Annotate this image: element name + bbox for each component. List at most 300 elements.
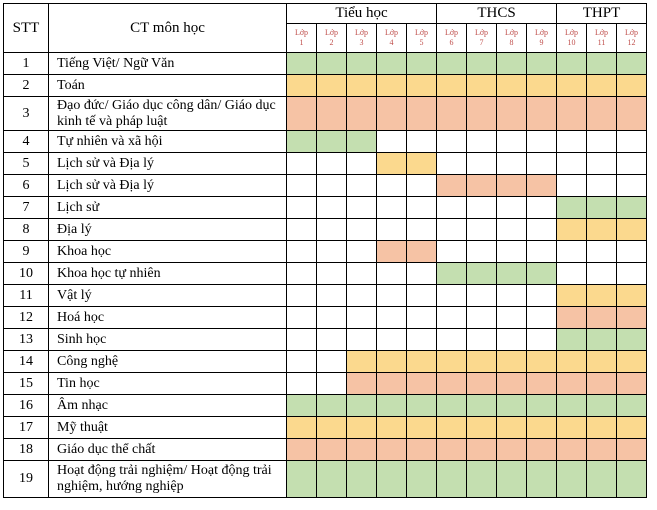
header-grade [287,24,317,53]
grade-cell [557,417,587,439]
grade-cell [437,241,467,263]
table-row [4,197,647,219]
grade-cell [317,373,347,395]
grade-cell [317,417,347,439]
grade-cell [377,307,407,329]
table-row [4,351,647,373]
grade-cell [587,307,617,329]
grade-cell [497,131,527,153]
grade-cell [407,53,437,75]
grade-cell [497,175,527,197]
header-grade-number: 12 [627,38,636,47]
grade-cell [377,175,407,197]
grade-cell [527,395,557,417]
grade-cell [497,285,527,307]
grade-cell [617,219,647,241]
grade-cell [437,75,467,97]
subject-rows [4,53,647,498]
grade-cell [587,395,617,417]
table-row [4,461,647,498]
table-row [4,395,647,417]
grade-cell [467,461,497,498]
table-row [4,75,647,97]
grade-cell [407,439,437,461]
grade-cell [587,241,617,263]
header-grade [407,24,437,53]
grade-cell [497,329,527,351]
grade-cell [407,219,437,241]
grade-cell [587,75,617,97]
row-number: 4 [4,131,49,153]
grade-cell [557,53,587,75]
grade-cell [317,307,347,329]
grade-cell [557,439,587,461]
grade-cell [317,351,347,373]
grade-cell [437,395,467,417]
row-number: 6 [4,175,49,197]
grade-cell [587,97,617,131]
grade-cell [467,351,497,373]
grade-cell [437,461,467,498]
grade-cell [437,439,467,461]
table-row [4,307,647,329]
grade-cell [467,263,497,285]
grade-cell [467,97,497,131]
grade-cell [497,307,527,329]
subject-name: Giáo dục thể chất [49,439,287,461]
header-grade-number: 11 [597,38,606,47]
grade-cell [437,219,467,241]
grade-cell [437,417,467,439]
grade-cell [347,439,377,461]
grade-cell [287,131,317,153]
row-number: 17 [4,417,49,439]
grade-cell [527,75,557,97]
grade-cell [287,307,317,329]
grade-cell [467,417,497,439]
table-row [4,263,647,285]
subject-name: Công nghệ [49,351,287,373]
header-grade [527,24,557,53]
grade-cell [497,439,527,461]
grade-cell [617,439,647,461]
grade-cell [437,197,467,219]
header-grade-word: Lớp [534,28,549,37]
grade-cell [317,241,347,263]
grade-cell [497,97,527,131]
table-row [4,285,647,307]
grade-cell [407,395,437,417]
grade-cell [527,417,557,439]
grade-cell [347,175,377,197]
header-grade-word: Lớp [444,28,459,37]
grade-cell [407,97,437,131]
grade-cell [497,395,527,417]
grade-cell [587,285,617,307]
header-grade-word: Lớp [324,28,339,37]
grade-cell [347,461,377,498]
grade-cell [557,395,587,417]
grade-cell [377,285,407,307]
subject-name: Lịch sử và Địa lý [49,175,287,197]
grade-cell [587,439,617,461]
row-number: 10 [4,263,49,285]
grade-cell [497,153,527,175]
grade-cell [527,153,557,175]
grade-cell [287,175,317,197]
grade-cell [407,329,437,351]
grade-cell [467,439,497,461]
row-number: 8 [4,219,49,241]
grade-cell [587,175,617,197]
header-grade-number: 9 [539,38,544,47]
header-grade-number: 8 [509,38,514,47]
grade-cell [437,97,467,131]
table-row [4,131,647,153]
table-row [4,153,647,175]
grade-cell [587,263,617,285]
grade-cell [407,75,437,97]
header-grade [587,24,617,53]
grade-cell [287,75,317,97]
grade-cell [467,307,497,329]
subject-name: Đạo đức/ Giáo dục công dân/ Giáo dục kinh tế và pháp luật [49,97,287,131]
header-grade-number: 6 [449,38,454,47]
table-row [4,97,647,131]
row-number: 1 [4,53,49,75]
header-grade-number: 2 [329,38,334,47]
grade-cell [617,329,647,351]
grade-cell [437,351,467,373]
header-grade [347,24,377,53]
grade-cell [557,461,587,498]
grade-cell [347,197,377,219]
header-grade-word: Lớp [624,28,639,37]
grade-cell [467,329,497,351]
grade-cell [467,285,497,307]
header-grade [377,24,407,53]
grade-cell [587,351,617,373]
grade-cell [287,329,317,351]
grade-cell [287,417,317,439]
grade-cell [527,263,557,285]
grade-cell [317,153,347,175]
grade-cell [587,219,617,241]
grade-cell [347,219,377,241]
grade-cell [437,175,467,197]
grade-cell [527,373,557,395]
grade-cell [587,153,617,175]
grade-cell [347,395,377,417]
grade-cell [527,53,557,75]
table-row [4,219,647,241]
row-number: 3 [4,97,49,131]
header-grade-word: Lớp [504,28,519,37]
grade-cell [407,461,437,498]
grade-cell [377,373,407,395]
grade-cell [287,461,317,498]
grade-cell [317,219,347,241]
header-grade [317,24,347,53]
grade-cell [527,131,557,153]
grade-cell [617,241,647,263]
row-number: 14 [4,351,49,373]
grade-cell [557,197,587,219]
header-level-primary: Tiểu học [287,4,437,24]
grade-cell [287,53,317,75]
grade-cell [467,75,497,97]
grade-cell [467,175,497,197]
table-row [4,329,647,351]
grade-cell [437,329,467,351]
header-grade [617,24,647,53]
grade-cell [617,285,647,307]
subject-name: Lịch sử [49,197,287,219]
row-number: 13 [4,329,49,351]
grade-cell [497,241,527,263]
grade-cell [347,329,377,351]
grade-cell [407,417,437,439]
grade-cell [617,417,647,439]
grade-cell [347,97,377,131]
curriculum-table [3,3,647,498]
grade-cell [377,197,407,219]
grade-cell [497,75,527,97]
grade-cell [467,131,497,153]
header-grade [467,24,497,53]
grade-cell [617,263,647,285]
grade-cell [377,241,407,263]
grade-cell [557,329,587,351]
grade-cell [617,175,647,197]
header-row-levels [4,4,647,24]
grade-cell [437,53,467,75]
grade-cell [617,131,647,153]
grade-cell [467,53,497,75]
table-row [4,53,647,75]
grade-cell [317,285,347,307]
grade-cell [377,219,407,241]
grade-cell [467,395,497,417]
grade-cell [557,131,587,153]
grade-cell [287,219,317,241]
header-grade-number: 1 [299,38,304,47]
grade-cell [557,153,587,175]
grade-cell [557,241,587,263]
header-grade [497,24,527,53]
grade-cell [617,153,647,175]
grade-cell [497,461,527,498]
table-row [4,175,647,197]
grade-cell [527,197,557,219]
grade-cell [317,53,347,75]
header-level-upper-secondary: THPT [557,4,647,24]
grade-cell [527,439,557,461]
grade-cell [497,373,527,395]
grade-cell [527,175,557,197]
grade-cell [617,97,647,131]
header-subject: CT môn học [49,4,287,53]
header-grade-word: Lớp [564,28,579,37]
grade-cell [377,131,407,153]
row-number: 18 [4,439,49,461]
header-grade [557,24,587,53]
grade-cell [467,219,497,241]
grade-cell [527,219,557,241]
subject-name: Địa lý [49,219,287,241]
grade-cell [617,461,647,498]
grade-cell [407,175,437,197]
grade-cell [497,197,527,219]
grade-cell [347,131,377,153]
grade-cell [287,197,317,219]
grade-cell [317,131,347,153]
grade-cell [467,153,497,175]
grade-cell [497,263,527,285]
header-grade-word: Lớp [354,28,369,37]
grade-cell [287,285,317,307]
grade-cell [557,75,587,97]
header-grade-word: Lớp [414,28,429,37]
grade-cell [557,307,587,329]
table-row [4,373,647,395]
grade-cell [617,395,647,417]
grade-cell [347,153,377,175]
row-number: 16 [4,395,49,417]
header-grade-number: 5 [419,38,424,47]
subject-name: Tự nhiên và xã hội [49,131,287,153]
grade-cell [587,373,617,395]
grade-cell [377,53,407,75]
grade-cell [527,241,557,263]
grade-cell [317,197,347,219]
subject-name: Hoá học [49,307,287,329]
grade-cell [497,53,527,75]
grade-cell [347,53,377,75]
row-number: 5 [4,153,49,175]
grade-cell [377,439,407,461]
grade-cell [347,373,377,395]
subject-name: Khoa học tự nhiên [49,263,287,285]
grade-cell [497,351,527,373]
grade-cell [557,351,587,373]
grade-cell [617,197,647,219]
grade-cell [617,53,647,75]
grade-cell [377,351,407,373]
row-number: 2 [4,75,49,97]
grade-cell [347,75,377,97]
row-number: 19 [4,461,49,498]
grade-cell [437,285,467,307]
grade-cell [497,219,527,241]
subject-name: Toán [49,75,287,97]
grade-cell [407,197,437,219]
grade-cell [467,197,497,219]
grade-cell [557,285,587,307]
subject-name: Tin học [49,373,287,395]
grade-cell [377,97,407,131]
table-row [4,439,647,461]
grade-cell [287,263,317,285]
grade-cell [557,175,587,197]
grade-cell [527,351,557,373]
subject-name: Hoạt động trải nghiệm/ Hoạt động trải nghiệm, hướng nghiệp [49,461,287,498]
grade-cell [617,75,647,97]
grade-cell [317,395,347,417]
row-number: 15 [4,373,49,395]
row-number: 9 [4,241,49,263]
table-row [4,241,647,263]
grade-cell [407,153,437,175]
grade-cell [377,395,407,417]
grade-cell [347,241,377,263]
grade-cell [557,373,587,395]
grade-cell [467,373,497,395]
grade-cell [437,263,467,285]
grade-cell [617,351,647,373]
table-row [4,417,647,439]
grade-cell [527,329,557,351]
header-grade-number: 4 [389,38,394,47]
grade-cell [467,241,497,263]
grade-cell [347,417,377,439]
header-stt: STT [4,4,49,53]
grade-cell [587,461,617,498]
grade-cell [617,373,647,395]
grade-cell [347,351,377,373]
grade-cell [317,97,347,131]
grade-cell [287,373,317,395]
grade-cell [347,307,377,329]
row-number: 7 [4,197,49,219]
header-grade-number: 3 [359,38,364,47]
grade-cell [407,131,437,153]
subject-name: Khoa học [49,241,287,263]
grade-cell [317,75,347,97]
header-grade-number: 7 [479,38,484,47]
grade-cell [557,263,587,285]
grade-cell [287,351,317,373]
grade-cell [317,439,347,461]
grade-cell [527,307,557,329]
grade-cell [347,263,377,285]
header-level-lower-secondary: THCS [437,4,557,24]
grade-cell [377,329,407,351]
grade-cell [497,417,527,439]
header-grade-number: 10 [567,38,576,47]
row-number: 11 [4,285,49,307]
grade-cell [287,439,317,461]
grade-cell [437,373,467,395]
grade-cell [587,417,617,439]
grade-cell [407,307,437,329]
grade-cell [587,53,617,75]
grade-cell [377,75,407,97]
grade-cell [527,97,557,131]
grade-cell [317,175,347,197]
subject-name: Âm nhạc [49,395,287,417]
row-number: 12 [4,307,49,329]
grade-cell [587,329,617,351]
header-grade-word: Lớp [474,28,489,37]
header-grade [437,24,467,53]
grade-cell [407,241,437,263]
subject-name: Sinh học [49,329,287,351]
grade-cell [557,219,587,241]
grade-cell [287,395,317,417]
grade-cell [317,263,347,285]
grade-cell [377,263,407,285]
